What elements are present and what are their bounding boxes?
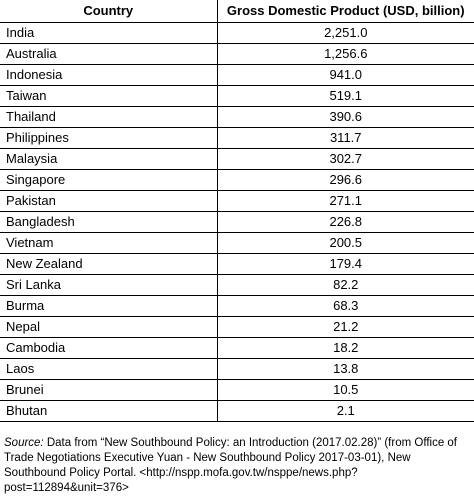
source-note bbox=[4, 436, 472, 496]
table-row bbox=[0, 64, 474, 85]
gdp-value-cell: 68.3 bbox=[217, 295, 474, 316]
country-cell: Brunei bbox=[0, 379, 217, 400]
gdp-value-cell: 519.1 bbox=[217, 85, 474, 106]
table-row bbox=[0, 106, 474, 127]
source-text: Data from “New Southbound Policy: an Introduction (2017.02.28)” (from Office of Trade Negotiations Executive Yuan - New Southbound Policy 2017-03-01), New Southbound Policy Portal. <http://nspp.mofa.gov.tw/nsppe/news.php?post=112894&unit=376> bbox=[4, 437, 457, 494]
country-cell: Burma bbox=[0, 295, 217, 316]
country-cell: Indonesia bbox=[0, 64, 217, 85]
gdp-column-header: Gross Domestic Product (USD, billion) bbox=[217, 0, 474, 22]
header-row bbox=[0, 0, 474, 22]
country-cell: Nepal bbox=[0, 316, 217, 337]
country-cell: Philippines bbox=[0, 127, 217, 148]
country-cell: Australia bbox=[0, 43, 217, 64]
country-cell: Thailand bbox=[0, 106, 217, 127]
country-cell: Singapore bbox=[0, 169, 217, 190]
table-row bbox=[0, 43, 474, 64]
gdp-value-cell: 1,256.6 bbox=[217, 43, 474, 64]
country-cell: Vietnam bbox=[0, 232, 217, 253]
country-cell: Pakistan bbox=[0, 190, 217, 211]
country-cell: Cambodia bbox=[0, 337, 217, 358]
table-row bbox=[0, 400, 474, 421]
country-cell: Malaysia bbox=[0, 148, 217, 169]
table-row bbox=[0, 358, 474, 379]
gdp-value-cell: 302.7 bbox=[217, 148, 474, 169]
country-cell: India bbox=[0, 22, 217, 43]
country-cell: Sri Lanka bbox=[0, 274, 217, 295]
country-cell: Laos bbox=[0, 358, 217, 379]
table-row bbox=[0, 148, 474, 169]
table-row bbox=[0, 169, 474, 190]
country-column-header: Country bbox=[0, 0, 217, 22]
gdp-value-cell: 82.2 bbox=[217, 274, 474, 295]
table-row bbox=[0, 232, 474, 253]
table-row bbox=[0, 337, 474, 358]
gdp-value-cell: 311.7 bbox=[217, 127, 474, 148]
gdp-value-cell: 10.5 bbox=[217, 379, 474, 400]
table-row bbox=[0, 22, 474, 43]
gdp-value-cell: 296.6 bbox=[217, 169, 474, 190]
gdp-value-cell: 179.4 bbox=[217, 253, 474, 274]
gdp-value-cell: 200.5 bbox=[217, 232, 474, 253]
gdp-value-cell: 2,251.0 bbox=[217, 22, 474, 43]
country-cell: New Zealand bbox=[0, 253, 217, 274]
table-body bbox=[0, 22, 474, 421]
gdp-value-cell: 226.8 bbox=[217, 211, 474, 232]
table-row bbox=[0, 316, 474, 337]
country-cell: Taiwan bbox=[0, 85, 217, 106]
gdp-value-cell: 13.8 bbox=[217, 358, 474, 379]
gdp-value-cell: 390.6 bbox=[217, 106, 474, 127]
source-label: Source: bbox=[4, 437, 44, 449]
table-row bbox=[0, 127, 474, 148]
table-row bbox=[0, 85, 474, 106]
gdp-value-cell: 2.1 bbox=[217, 400, 474, 421]
table-row bbox=[0, 274, 474, 295]
gdp-value-cell: 271.1 bbox=[217, 190, 474, 211]
gdp-value-cell: 18.2 bbox=[217, 337, 474, 358]
table-row bbox=[0, 295, 474, 316]
country-cell: Bhutan bbox=[0, 400, 217, 421]
gdp-value-cell: 21.2 bbox=[217, 316, 474, 337]
table-row bbox=[0, 190, 474, 211]
country-cell: Bangladesh bbox=[0, 211, 217, 232]
gdp-value-cell: 941.0 bbox=[217, 64, 474, 85]
table-row bbox=[0, 253, 474, 274]
table-row bbox=[0, 379, 474, 400]
table-row bbox=[0, 211, 474, 232]
